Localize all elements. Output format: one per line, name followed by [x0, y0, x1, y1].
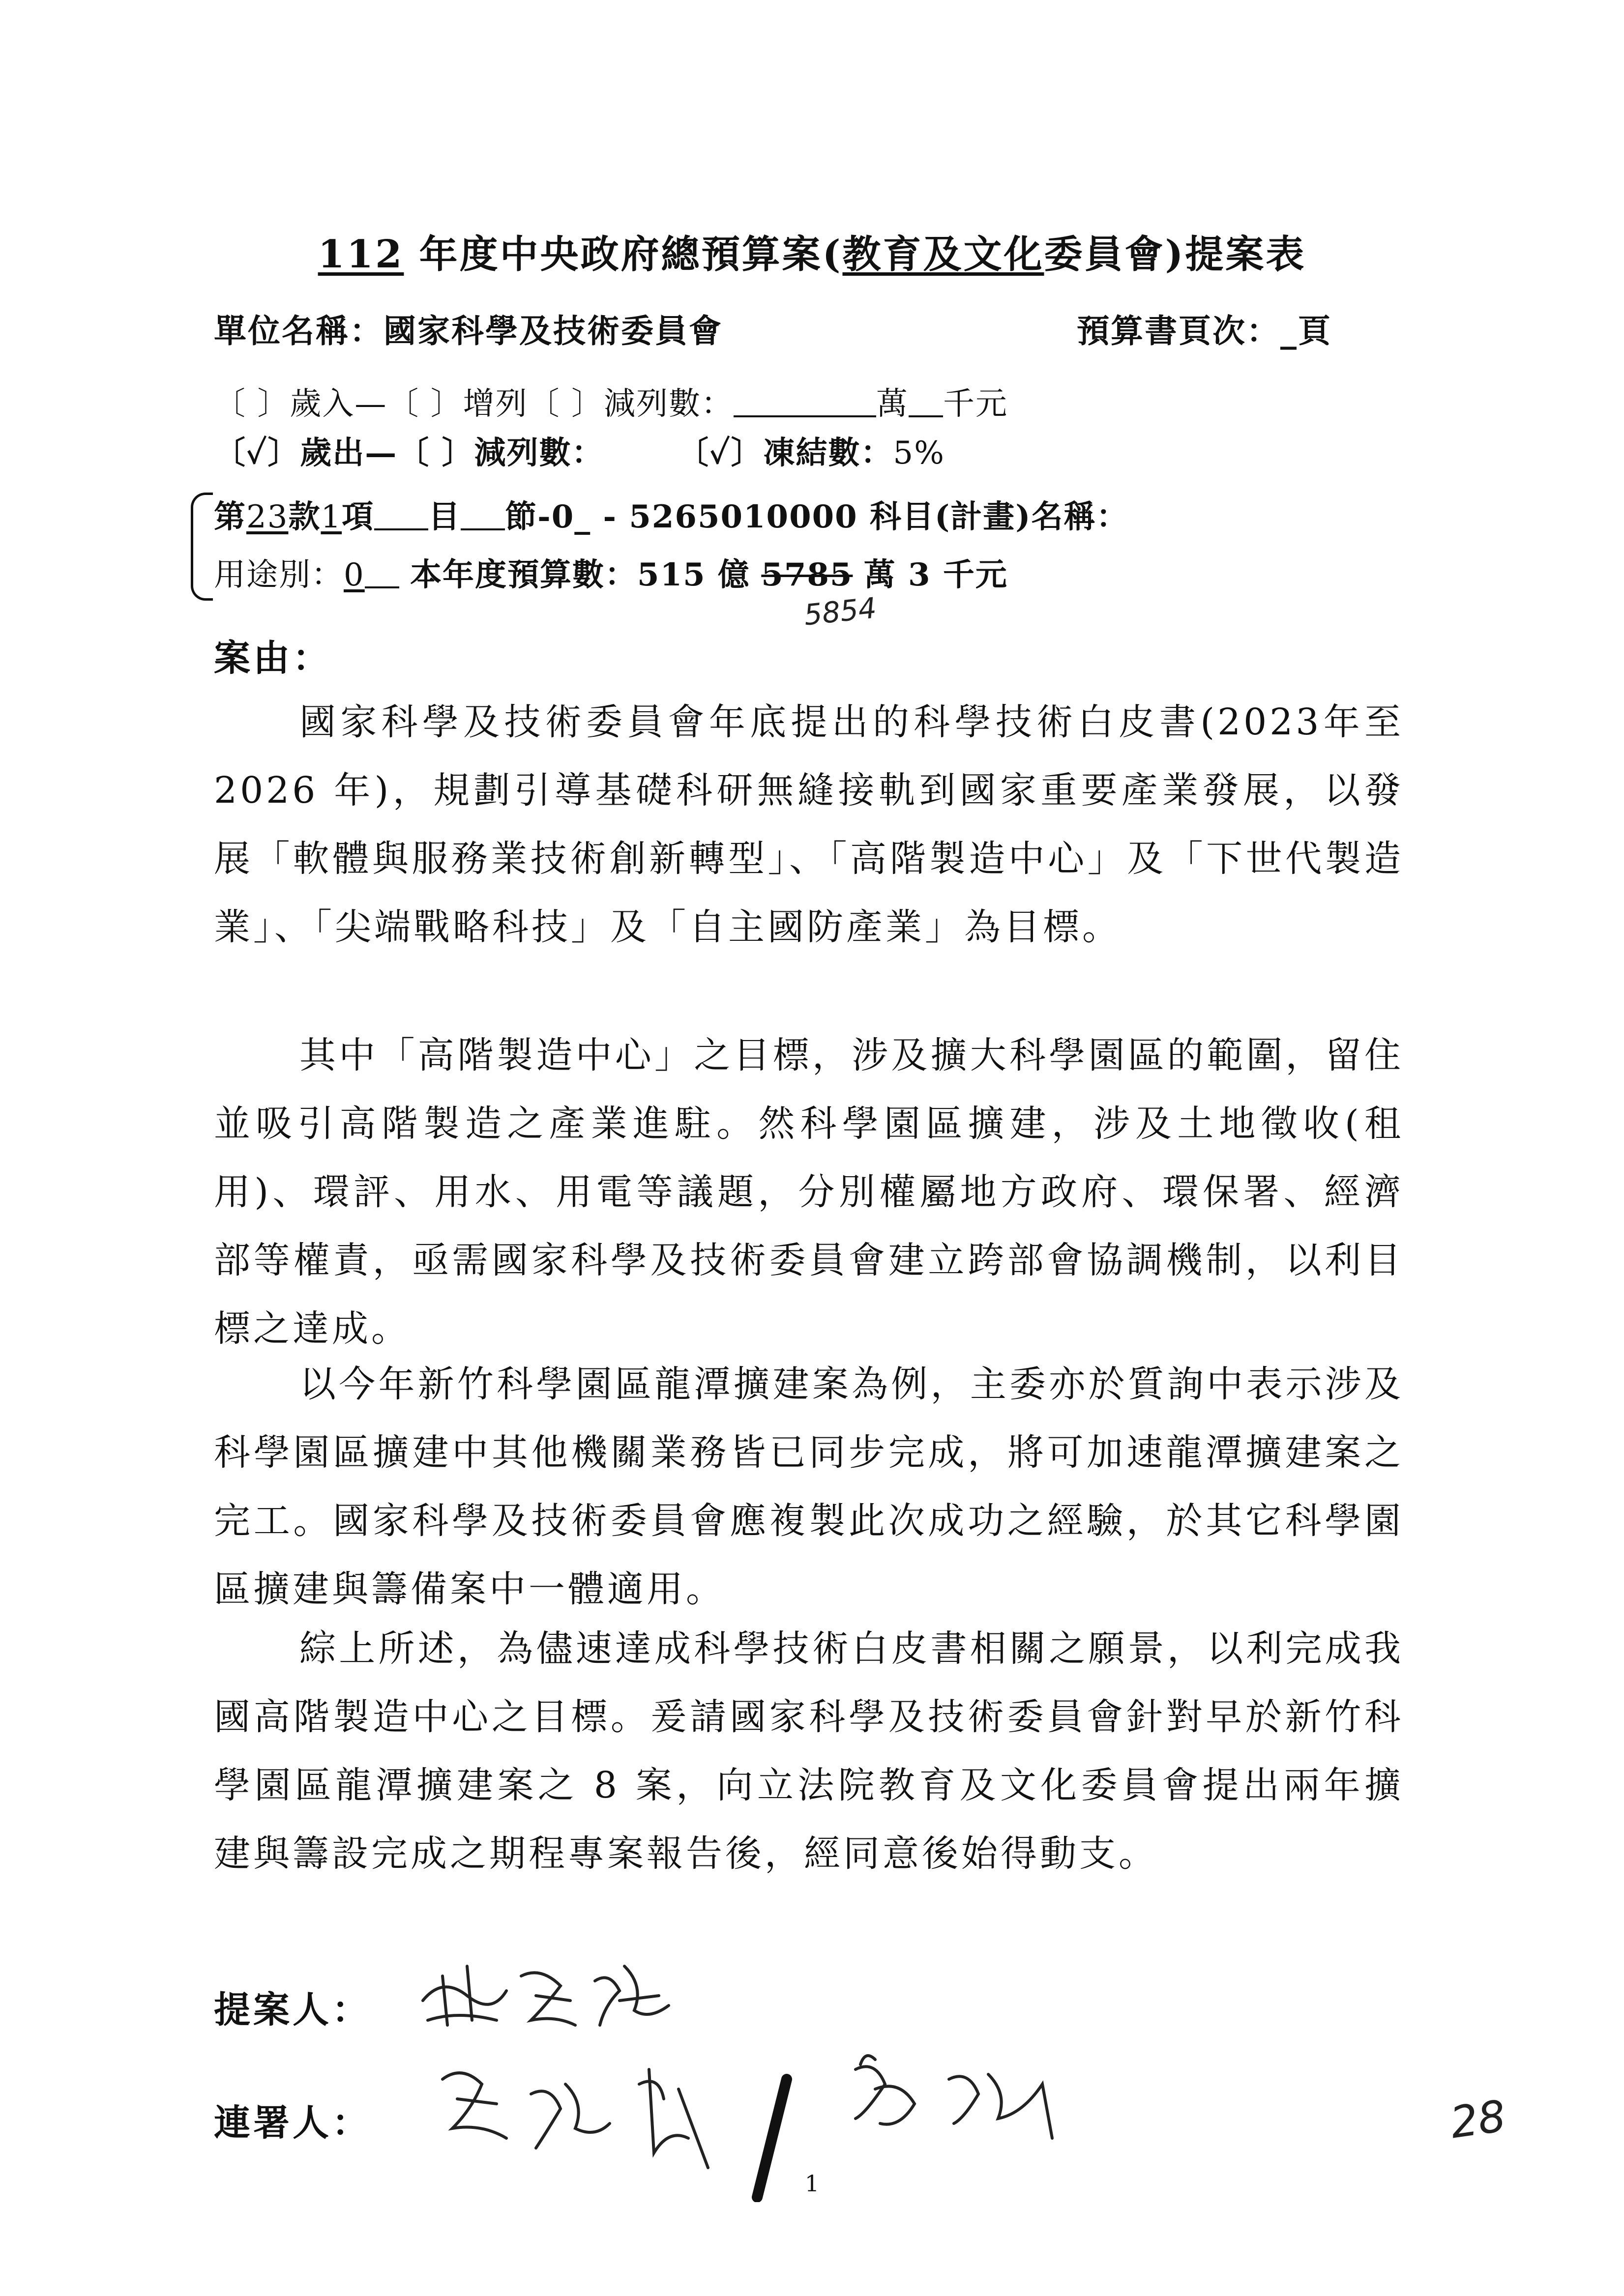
reason-heading: 案由：: [214, 637, 332, 679]
kuan-number: 23: [246, 499, 289, 535]
mu-blank: [374, 499, 428, 530]
revenue-qian: 千元: [943, 386, 1008, 422]
freeze-checkbox: 〔✓〕: [677, 435, 764, 471]
title-committee: 教育及文化: [842, 232, 1044, 277]
page-number: 1: [804, 2170, 820, 2197]
unit-name: 單位名稱：國家科學及技術委員會: [214, 312, 723, 350]
struck-amount: 5785: [761, 556, 853, 593]
usage-label: 用途別：: [214, 557, 344, 593]
usage-blank: [365, 557, 399, 588]
budget-page-ref: 預算書頁次：_頁: [1077, 312, 1332, 350]
kuan-prefix: 第: [214, 498, 246, 535]
revenue-wan: 萬: [876, 386, 909, 422]
freeze-label: 凍結數：: [763, 435, 893, 471]
kuan-suffix: 款: [288, 498, 321, 535]
jie-suffix: 節-0_ - 5265010000: [505, 498, 858, 535]
jie-blank: [461, 499, 505, 530]
revenue-line: [214, 378, 1008, 424]
expense-line: [214, 428, 945, 473]
corner-handwritten-number: 28: [1447, 2090, 1509, 2149]
title-part1: 年度中央政府總預算案(: [404, 232, 843, 277]
paragraph-2: 其中「高階製造中心」之目標，涉及擴大科學園區的範圍，留住並吸引高階製造之產業進駐。然科學園區擴建，涉及土地徵收(租用)、環評、用水、用電等議題，分別權屬地方政府、環保署、經濟部等權責，亟需國家科學及技術委員會建立跨部會協調機制，以利目標之達成。: [214, 1034, 1404, 1350]
revenue-lead: 〔 〕歲入—〔 〕增列〔 〕減列數：: [214, 386, 734, 422]
item-bracket: [191, 493, 213, 601]
mu-suffix: 目: [428, 498, 461, 535]
xiang-number: 1: [321, 499, 342, 535]
title-year: 112: [318, 232, 404, 277]
item-line: [214, 492, 1129, 537]
expense-lead: 〔✓〕歲出—〔 〕減列數：: [214, 435, 604, 471]
xiang-suffix: 項: [342, 498, 375, 535]
form-title: [0, 224, 1624, 279]
budget-label: 本年度預算數：515 億: [410, 556, 750, 593]
handwritten-correction: 5854: [802, 591, 878, 632]
usage-line: [214, 550, 1008, 595]
revenue-amount-blank: [734, 386, 876, 417]
title-part2: 委員會)提案表: [1044, 232, 1306, 277]
paragraph-4: 綜上所述，為儘速達成科學技術白皮書相關之願景，以利完成我國高階製造中心之目標。爰請國家科學及技術委員會針對早於新竹科學園區龍潭擴建案之 8 案，向立法院教育及文化委員會提出兩年擴建與籌設完成之期程專案報告後，經同意後始得動支。: [214, 1628, 1404, 1875]
cosigner-label: 連署人：: [214, 2102, 371, 2144]
usage-value: 0: [344, 557, 365, 593]
subject-name-label: 科目(計畫)名稱：: [869, 498, 1129, 535]
proposer-signature: [413, 1947, 688, 2045]
paragraph-1: 國家科學及技術委員會年底提出的科學技術白皮書(2023年至 2026 年)，規劃引導基礎科研無縫接軌到國家重要產業發展，以發展「軟體與服務業技術創新轉型」、「高階製造中心」及「下世代製造業」、「尖端戰略科技」及「自主國防產業」為目標。: [214, 701, 1404, 948]
proposer-label: 提案人：: [214, 1989, 371, 2031]
paragraph-3: 以今年新竹科學園區龍潭擴建案為例，主委亦於質詢中表示涉及科學園區擴建中其他機關業務皆已同步完成，將可加速龍潭擴建案之完工。國家科學及技術委員會應複製此次成功之經驗，於其它科學園區擴建與籌備案中一體適用。: [214, 1363, 1404, 1610]
budget-tail: 萬 3 千元: [863, 556, 1008, 593]
freeze-value: 5%: [893, 435, 945, 471]
revenue-qian-blank: [909, 386, 943, 417]
